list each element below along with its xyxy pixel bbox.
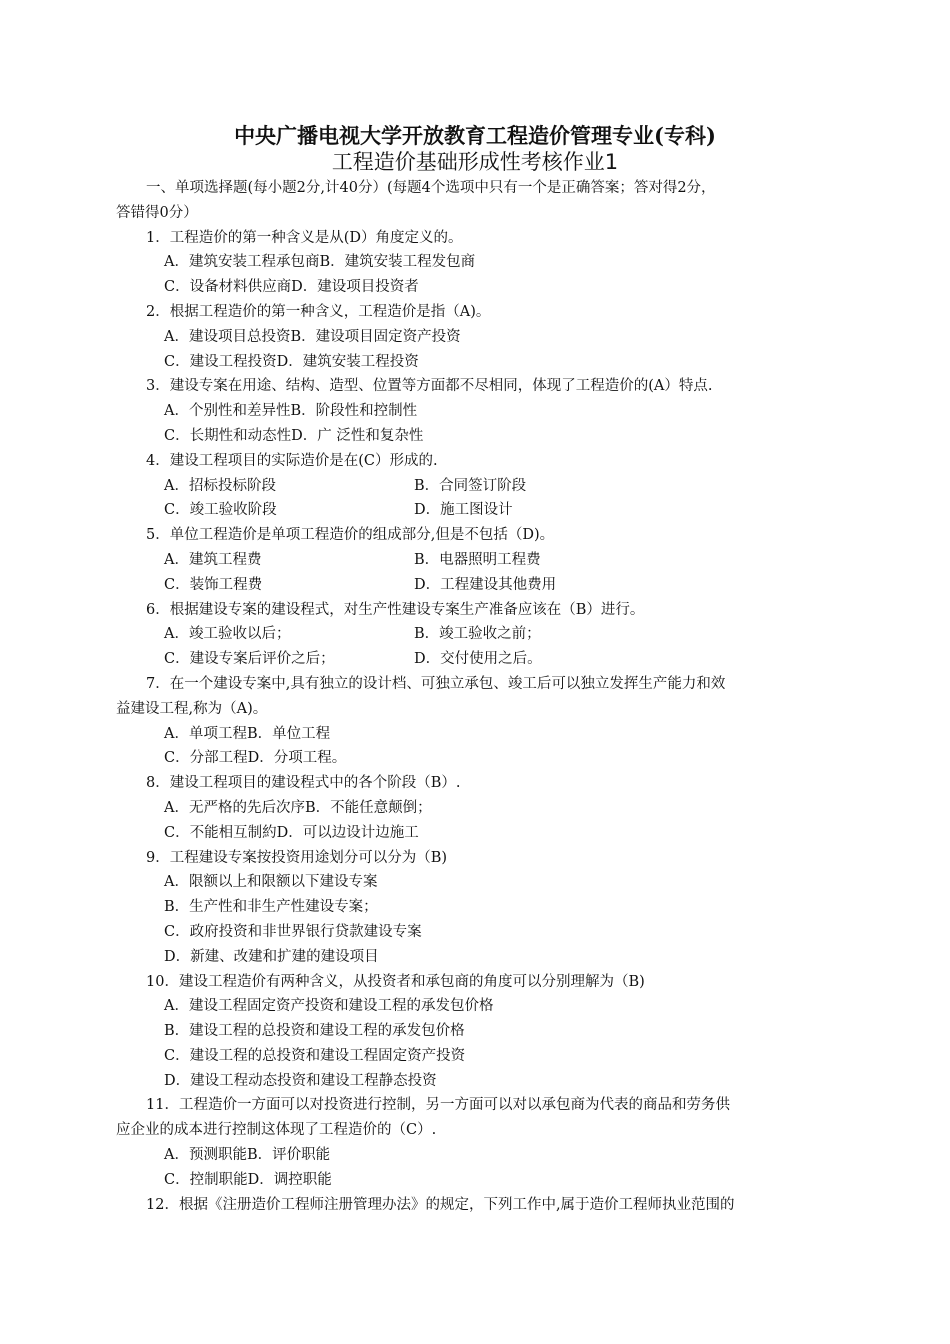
option-d: D．施工图设计 bbox=[414, 502, 513, 519]
question-11-stem: 11．工程造价一方面可以对投资进行控制，另一方面可以对以承包商为代表的商品和劳务供 bbox=[146, 1097, 730, 1114]
question-9-option-a: A．限额以上和限额以下建设专案 bbox=[164, 874, 378, 891]
question-list bbox=[116, 176, 836, 1217]
question-3-stem: 3．建设专案在用途、结构、造型、位置等方面都不尽相同，体现了工程造价的(A）特点. bbox=[146, 378, 713, 395]
question-10-option-c: C．建设工程的总投资和建设工程固定资产投资 bbox=[164, 1047, 466, 1064]
question-5-options-ab bbox=[116, 548, 836, 573]
question-10-stem: 10．建设工程造价有两种含义，从投资者和承包商的角度可以分别理解为（B) bbox=[146, 973, 645, 990]
question-7-stem-cont: 益建设工程,称为（A)。 bbox=[116, 700, 268, 717]
question-10-option-d: D．建设工程动态投资和建设工程静态投资 bbox=[164, 1072, 437, 1089]
question-9-option-d: D．新建、改建和扩建的建设项目 bbox=[164, 948, 379, 965]
option-b: B．竣工验收之前； bbox=[414, 626, 541, 643]
question-9-option-b: B．生产性和非生产性建设专案； bbox=[164, 899, 378, 916]
question-10-option-a: A．建设工程固定资产投资和建设工程的承发包价格 bbox=[164, 998, 494, 1015]
option-c: C．建设专案后评价之后； bbox=[164, 651, 335, 668]
question-8-options-cd: C．不能相互制約D．可以边设计边施工 bbox=[164, 824, 419, 841]
question-5-options-cd bbox=[116, 573, 836, 598]
question-2-options-ab: A．建设项目总投资B．建设项目固定资产投资 bbox=[164, 328, 461, 345]
section-heading-cont: 答错得0分） bbox=[116, 204, 198, 221]
option-c: C．装饰工程费 bbox=[164, 576, 263, 593]
question-5-stem: 5．单位工程造价是单项工程造价的组成部分,但是不包括（D)。 bbox=[146, 527, 555, 544]
option-d: D．工程建设其他费用 bbox=[414, 576, 557, 593]
option-a: A．招标投标阶段 bbox=[164, 477, 276, 494]
question-3-options-cd: C．长期性和动态性D．广 泛性和复杂性 bbox=[164, 427, 424, 444]
question-7-stem: 7．在一个建设专案中,具有独立的设计档、可独立承包、竣工后可以独立发挥生产能力和效 bbox=[146, 675, 726, 692]
option-a: A．竣工验收以后； bbox=[164, 626, 291, 643]
question-1-options-ab: A．建筑安装工程承包商B．建筑安装工程发包商 bbox=[164, 254, 476, 271]
question-11-stem-cont: 应企业的成本进行控制这体现了工程造价的（C）. bbox=[116, 1122, 437, 1139]
option-a: A．建筑工程费 bbox=[164, 551, 262, 568]
question-6-options-ab bbox=[116, 622, 836, 647]
question-8-stem: 8．建设工程项目的建设程式中的各个阶段（B）. bbox=[146, 775, 461, 792]
option-b: B．电器照明工程费 bbox=[414, 551, 541, 568]
question-4-options-ab bbox=[116, 474, 836, 499]
question-8-options-ab: A．无严格的先后次序B．不能任意颠倒； bbox=[164, 799, 432, 816]
question-7-options-cd: C．分部工程D．分项工程。 bbox=[164, 750, 347, 767]
option-c: C．竣工验收阶段 bbox=[164, 502, 277, 519]
question-11-options-ab: A．预测职能B．评价职能 bbox=[164, 1147, 331, 1164]
question-3-options-ab: A．个别性和差异性B．阶段性和控制性 bbox=[164, 403, 418, 420]
document-title: 中央广播电视大学开放教育工程造价管理专业(专科) bbox=[234, 123, 716, 148]
question-6-stem: 6．根据建设专案的建设程式，对生产性建设专案生产准备应该在（B）进行。 bbox=[146, 601, 645, 618]
section-heading: 一、单项选择题(每小题2分,计40分）(每题4个选项中只有一个是正确答案；答对得2分， bbox=[146, 180, 716, 196]
question-12-stem: 12．根据《注册造价工程师注册管理办法》的规定，下列工作中,属于造价工程师执业范围的 bbox=[146, 1196, 735, 1213]
document-subtitle: 工程造价基础形成性考核作业1 bbox=[331, 150, 619, 174]
question-4-stem: 4．建设工程项目的实际造价是在(C）形成的. bbox=[146, 452, 438, 469]
question-10-option-b: B．建设工程的总投资和建设工程的承发包价格 bbox=[164, 1023, 465, 1040]
question-2-options-cd: C．建设工程投资D．建筑安装工程投资 bbox=[164, 353, 419, 370]
question-9-stem: 9．工程建设专案按投资用途划分可以分为（B) bbox=[146, 849, 448, 866]
option-d: D．交付使用之后。 bbox=[414, 651, 542, 668]
question-9-option-c: C．政府投资和非世界银行贷款建设专案 bbox=[164, 923, 422, 940]
option-b: B．合同签订阶段 bbox=[414, 477, 527, 494]
question-7-options-ab: A．单项工程B．单位工程 bbox=[164, 725, 331, 742]
question-4-options-cd bbox=[116, 498, 836, 523]
question-1-options-cd: C．设备材料供应商D．建设项目投资者 bbox=[164, 279, 419, 296]
question-1-stem: 1．工程造价的第一种含义是从(D）角度定义的。 bbox=[146, 229, 463, 246]
question-11-options-cd: C．控制职能D．调控职能 bbox=[164, 1171, 332, 1188]
question-2-stem: 2．根据工程造价的第一种含义，工程造价是指（A)。 bbox=[146, 303, 491, 320]
question-6-options-cd bbox=[116, 647, 836, 672]
